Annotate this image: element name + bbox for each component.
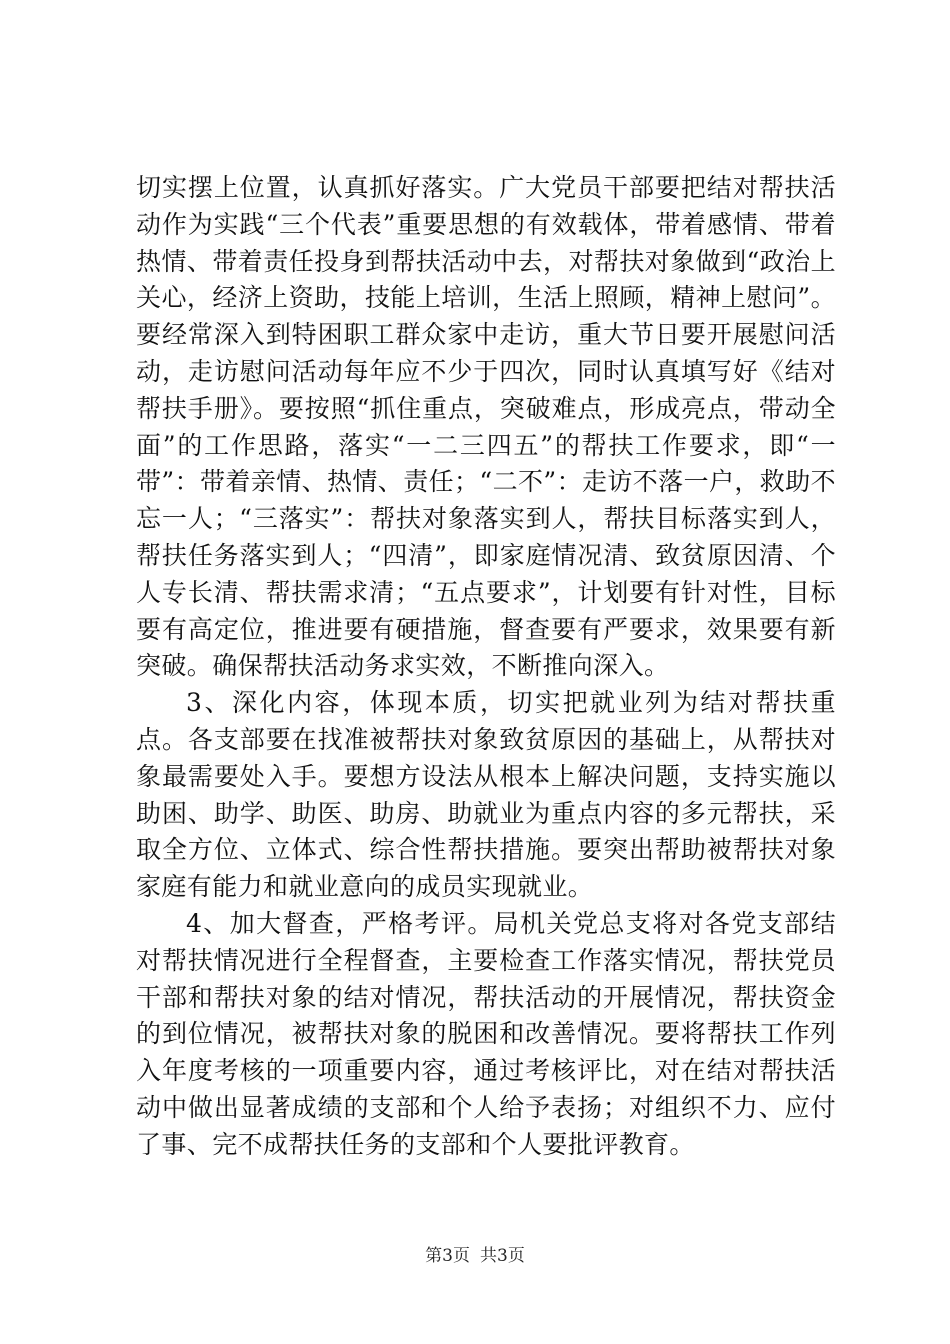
paragraph-item-4: 4、加大督查，严格考评。局机关党总支将对各党支部结对帮扶情况进行全程督查，主要检查工作落实情况，帮扶党员干部和帮扶对象的结对情况，帮扶活动的开展情况，帮扶资金的到位情况，被帮扶对象的脱困和改善情况。要将帮扶工作列入年度考核的一项重要内容，通过考核评比，对在结对帮扶活动中做出显著成绩的支部和个人给予表扬；对组织不力、应付了事、完不成帮扶任务的支部和个人要批评教育。 <box>136 908 836 1159</box>
paragraph-item-3: 3、深化内容，体现本质，切实把就业列为结对帮扶重点。各支部要在找准被帮扶对象致贫原因的基础上，从帮扶对象最需要处入手。要想方设法从根本上解决问题，支持实施以助困、助学、助医、助房、助就业为重点内容的多元帮扶，采取全方位、立体式、综合性帮扶措施。要突出帮助被帮扶对象家庭有能力和就业意向的成员实现就业。 <box>136 688 836 902</box>
document-body <box>136 170 836 1164</box>
paragraph-continuation: 切实摆上位置，认真抓好落实。广大党员干部要把结对帮扶活动作为实践“三个代表”重要思想的有效载体，带着感情、带着热情、带着责任投身到帮扶活动中去，对帮扶对象做到“政治上关心，经济上资助，技能上培训，生活上照顾，精神上慰问”。要经常深入到特困职工群众家中走访，重大节日要开展慰问活动，走访慰问活动每年应不少于四次，同时认真填写好《结对帮扶手册》。要按照“抓住重点，突破难点，形成亮点，带动全面”的工作思路，落实“一二三四五”的帮扶工作要求，即“一带”：带着亲情、热情、责任；“二不”：走访不落一户，救助不忘一人；“三落实”：帮扶对象落实到人，帮扶目标落实到人，帮扶任务落实到人；“四清”，即家庭情况清、致贫原因清、个人专长清、帮扶需求清；“五点要求”，计划要有针对性，目标要有高定位，推进要有硬措施，督查要有严要求，效果要有新突破。确保帮扶活动务求实效，不断推向深入。 <box>136 173 836 681</box>
page-total: 共3页 <box>480 1246 525 1266</box>
page-footer <box>0 1244 950 1268</box>
page-number: 第3页 <box>425 1246 470 1266</box>
